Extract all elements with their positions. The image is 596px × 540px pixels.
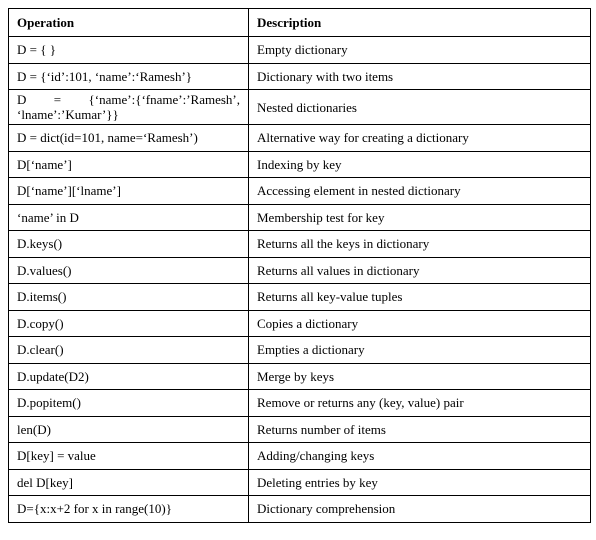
table-row	[9, 151, 591, 178]
table-row	[9, 443, 591, 470]
description-cell: Deleting entries by key	[249, 469, 591, 496]
description-cell: Indexing by key	[249, 151, 591, 178]
description-cell: Empty dictionary	[249, 37, 591, 64]
operation-cell: D = {‘id’:101, ‘name’:‘Ramesh’}	[9, 63, 249, 90]
operation-cell: D.copy()	[9, 310, 249, 337]
table-row	[9, 363, 591, 390]
table-row	[9, 231, 591, 258]
table-row	[9, 204, 591, 231]
description-cell: Alternative way for creating a dictionary	[249, 125, 591, 152]
operation-cell: D[key] = value	[9, 443, 249, 470]
dictionary-operations-table-wrapper	[8, 8, 590, 523]
description-cell: Returns all values in dictionary	[249, 257, 591, 284]
description-cell: Returns all the keys in dictionary	[249, 231, 591, 258]
table-row	[9, 496, 591, 523]
description-cell: Remove or returns any (key, value) pair	[249, 390, 591, 417]
description-cell: Copies a dictionary	[249, 310, 591, 337]
table-row	[9, 178, 591, 205]
table-row	[9, 390, 591, 417]
table-row	[9, 284, 591, 311]
table-row	[9, 337, 591, 364]
description-cell: Returns number of items	[249, 416, 591, 443]
operation-cell: D.update(D2)	[9, 363, 249, 390]
description-cell: Returns all key-value tuples	[249, 284, 591, 311]
operation-cell: len(D)	[9, 416, 249, 443]
description-cell: Membership test for key	[249, 204, 591, 231]
description-cell: Dictionary comprehension	[249, 496, 591, 523]
operation-cell: ‘name’ in D	[9, 204, 249, 231]
operation-cell: D[‘name’][‘lname’]	[9, 178, 249, 205]
operation-cell: D = dict(id=101, name=‘Ramesh’)	[9, 125, 249, 152]
table-row	[9, 469, 591, 496]
description-cell: Adding/changing keys	[249, 443, 591, 470]
description-cell: Nested dictionaries	[249, 90, 591, 125]
operation-cell: del D[key]	[9, 469, 249, 496]
table-row	[9, 125, 591, 152]
operation-cell: D[‘name’]	[9, 151, 249, 178]
description-cell: Merge by keys	[249, 363, 591, 390]
table-row	[9, 90, 591, 125]
operation-cell: D.keys()	[9, 231, 249, 258]
operation-cell: D.values()	[9, 257, 249, 284]
description-cell: Empties a dictionary	[249, 337, 591, 364]
table-row	[9, 37, 591, 64]
operation-cell: D.clear()	[9, 337, 249, 364]
operation-cell: D = {‘name’:{‘fname’:’Ramesh’, ‘lname’:’Kumar’}}	[9, 90, 249, 125]
table-row	[9, 310, 591, 337]
operation-cell: D.popitem()	[9, 390, 249, 417]
operation-cell: D = { }	[9, 37, 249, 64]
operation-cell: D.items()	[9, 284, 249, 311]
dictionary-operations-table	[8, 8, 591, 523]
description-column-header: Description	[249, 9, 591, 37]
table-row	[9, 257, 591, 284]
table-row	[9, 416, 591, 443]
table-header-row	[9, 9, 591, 37]
operation-cell: D={x:x+2 for x in range(10)}	[9, 496, 249, 523]
description-cell: Dictionary with two items	[249, 63, 591, 90]
description-cell: Accessing element in nested dictionary	[249, 178, 591, 205]
operation-column-header: Operation	[9, 9, 249, 37]
table-row	[9, 63, 591, 90]
